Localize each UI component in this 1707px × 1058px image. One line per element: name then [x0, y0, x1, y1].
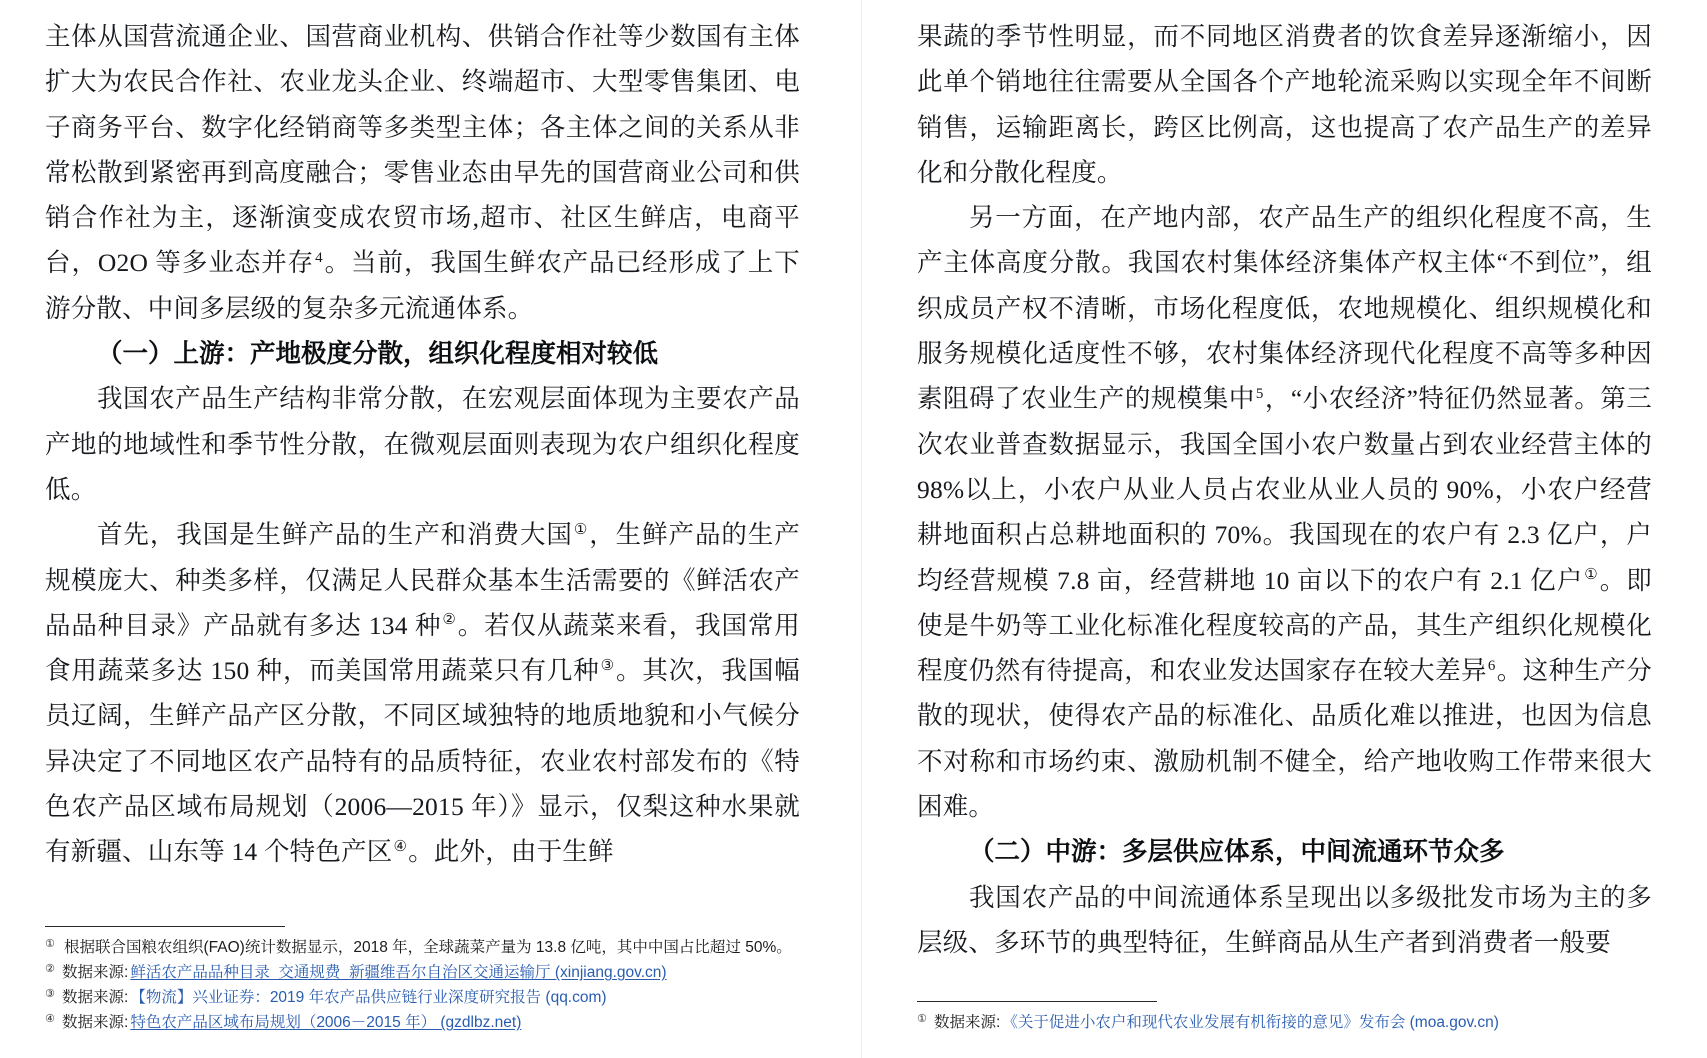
paragraph-segment: 。若仅从蔬菜来看，我国常用食用蔬菜多达 150 种，而美国常用蔬菜只有几种	[45, 610, 801, 686]
footnotes-left	[45, 926, 817, 1036]
footnote-link[interactable]: 《关于促进小农户和现代农业发展有机衔接的意见》发布会 (moa.gov.cn)	[1002, 1014, 1499, 1031]
footnote-label: 数据来源:	[62, 989, 129, 1006]
paragraph-text-after-marker: 。当前，我国生鲜农产品已经形成了上下游分散、中间多层级的复杂多元流通体系。	[45, 248, 800, 323]
page-left-body	[45, 14, 800, 875]
section-heading-2: （二）中游：多层供应体系，中间流通环节众多	[969, 837, 1505, 867]
footnote-marker-3[interactable]: ③	[600, 657, 615, 674]
paragraph-segment: 。即使是牛奶等工业化标准化程度较高的产品，其生产组织化规模化程度仍然有待提高，和农业发达国家存在较大差异	[917, 565, 1652, 686]
footnote-number: ④	[45, 1013, 55, 1025]
footnote-item	[45, 936, 817, 961]
paragraph-2: 我国农产品生产结构非常分散，在宏观层面体现为主要农产品产地的地域性和季节性分散，在微观层面则表现为农户组织化程度低。	[45, 384, 800, 504]
paragraph-text: 主体从国营流通企业、国营商业机构、供销合作社等少数国有主体扩大为农民合作社、农业龙头企业、终端超市、大型零售集团、电子商务平台、数字化经销商等多类型主体；各主体之间的关系从非常松散到紧密再到高度融合；零售业态由早先的国营商业公司和供销合作社为主，逐渐演变成农贸市场,超市、社区生鲜店，电商平台，O2O 等多业态并存	[45, 22, 800, 278]
section-heading-1: （一）上游：产地极度分散，组织化程度相对较低	[97, 339, 659, 369]
paragraph-segment: ，“小农经济”特征仍然显著。第三次农业普查数据显示，我国全国小农户数量占到农业经营主体的 98%以上，小农户从业人员占农业从业人员的 90%，小农户经营耕地面积占总耕地面积的 70%。我国现在的农户有 2.3 亿户，户均经营规模 7.8 亩，经营耕地 10 亩以下的农户有 2.1 亿户	[917, 384, 1652, 595]
footnote-separator-rule	[45, 926, 285, 927]
footnote-label: 数据来源:	[62, 1014, 129, 1031]
footnote-link[interactable]: 特色农产品区域布局规划（2006－2015 年） (gzdlbz.net)	[130, 1014, 522, 1031]
paragraph-segment: 。这种生产分散的现状，使得农产品的标准化、品质化难以推进，也因为信息不对称和市场约束、激励机制不健全，给产地收购工作带来很大困难。	[917, 656, 1652, 822]
footnote-item	[45, 1011, 817, 1036]
paragraph-continuation	[45, 14, 800, 331]
paragraph-2	[917, 195, 1652, 829]
page-right	[862, 0, 1707, 1058]
paragraph-segment: 。此外，由于生鲜	[408, 837, 614, 867]
paragraph-3	[45, 512, 800, 874]
footnote-label: 数据来源:	[62, 964, 129, 981]
footnote-marker-5[interactable]: 5	[1255, 385, 1264, 402]
footnote-item	[45, 961, 817, 986]
footnote-number: ①	[917, 1013, 927, 1025]
paragraph-continuation: 果蔬的季节性明显，而不同地区消费者的饮食差异逐渐缩小，因此单个销地往往需要从全国各个产地轮流采购以实现全年不间断销售，运输距离长，跨区比例高，这也提高了农产品生产的差异化和分散化程度。	[917, 22, 1652, 187]
paragraph-segment: 首先，我国是生鲜产品的生产和消费大国	[97, 520, 573, 550]
paragraph-segment: 。其次，我国幅员辽阔，生鲜产品产区分散，不同区域独特的地质地貌和小气候分异决定了不同地区农产品特有的品质特征，农业农村部发布的《特色农产品区域布局规划（2006—2015 年）》显示，仅梨这种水果就有新疆、山东等 14 个特色产区	[45, 656, 800, 867]
footnote-marker-1[interactable]: ①	[1584, 567, 1599, 584]
footnote-number: ①	[45, 938, 55, 950]
footnote-item	[917, 1011, 1652, 1036]
footnote-marker-4[interactable]: 4	[315, 249, 323, 266]
paragraph-segment: ，生鲜产品的生产规模庞大、种类多样，仅满足人民群众基本生活需要的《鲜活农产品品种目录》产品就有多达 134 种	[45, 520, 800, 640]
page-right-body	[917, 14, 1652, 965]
footnote-marker-1[interactable]: ①	[573, 521, 589, 538]
footnote-marker-4b[interactable]: ④	[393, 838, 408, 855]
footnotes-right	[917, 1001, 1652, 1036]
footnote-marker-6[interactable]: 6	[1487, 657, 1496, 674]
footnote-label: 数据来源:	[934, 1014, 1001, 1031]
paragraph-segment: 另一方面，在产地内部，农产品生产的组织化程度不高，生产主体高度分散。我国农村集体经济集体产权主体“不到位”，组织成员产权不清晰，市场化程度低，农地规模化、组织规模化和服务规模化适度性不够，农村集体经济现代化程度不高等多种因素阻碍了农业生产的规模集中	[917, 203, 1652, 414]
paragraph-3: 我国农产品的中间流通体系呈现出以多级批发市场为主的多层级、多环节的典型特征，生鲜商品从生产者到消费者一般要	[917, 882, 1652, 957]
footnote-marker-2[interactable]: ②	[442, 612, 457, 629]
footnote-link[interactable]: 鲜活农产品品种目录_交通规费_新疆维吾尔自治区交通运输厅 (xinjiang.gov.cn)	[130, 964, 667, 981]
footnote-text: 根据联合国粮农组织(FAO)统计数据显示，2018 年，全球蔬菜产量为 13.8 亿吨，其中中国占比超过 50%。	[64, 939, 792, 956]
footnote-item	[45, 986, 817, 1011]
footnote-number: ②	[45, 963, 55, 975]
footnote-link[interactable]: 【物流】兴业证券：2019 年农产品供应链行业深度研究报告 (qq.com)	[130, 989, 607, 1006]
footnote-number: ③	[45, 988, 55, 1000]
footnote-separator-rule	[917, 1001, 1157, 1002]
